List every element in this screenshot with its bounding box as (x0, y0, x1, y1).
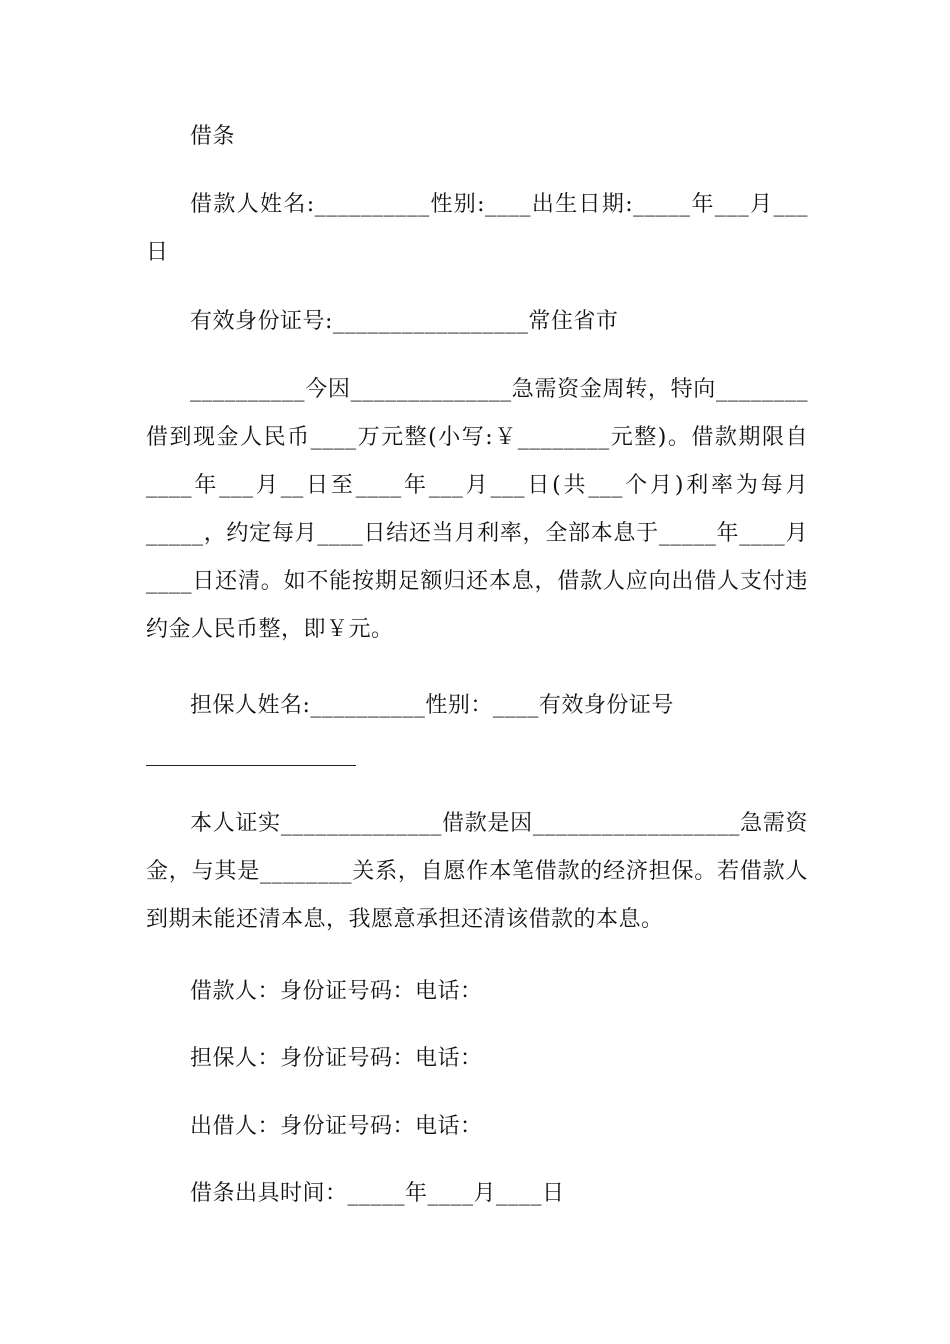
borrower-info-paragraph: 借款人姓名:__________性别:____出生日期:_____年___月___日 (146, 192, 808, 265)
id-residence-paragraph: 有效身份证号:_________________常住省市 (190, 309, 619, 334)
issue-date-line: 借条出具时间：_____年____月____日 (190, 1181, 565, 1206)
borrower-signature-line: 借款人：身份证号码：电话： (190, 979, 483, 1004)
lender-signature-line: 出借人：身份证号码：电话： (190, 1114, 483, 1139)
loan-terms-paragraph: __________今因______________急需资金周转，特向________借到现金人民币____万元整(小写:￥________元整)。借款期限自____年___月__日至____年___月___日(共___个月)利率为每月_____，约定每月____日结还当月利率，全部本息于_____年____月____日还清。如不能按期足额归还本息，借款人应向出借人支付违约金人民币整，即￥元。 (146, 377, 808, 642)
guarantor-id-blank-line (146, 765, 356, 766)
guarantor-info-paragraph: 担保人姓名:__________性别：____有效身份证号 (190, 693, 674, 718)
document-title: 借条 (190, 124, 236, 149)
guarantor-signature-line: 担保人：身份证号码：电话： (190, 1046, 483, 1071)
guarantee-statement-paragraph: 本人证实______________借款是因__________________急需资金，与其是________关系，自愿作本笔借款的经济担保。若借款人到期未能还清本息，我愿意承担还清该借款的本息。 (146, 811, 808, 932)
